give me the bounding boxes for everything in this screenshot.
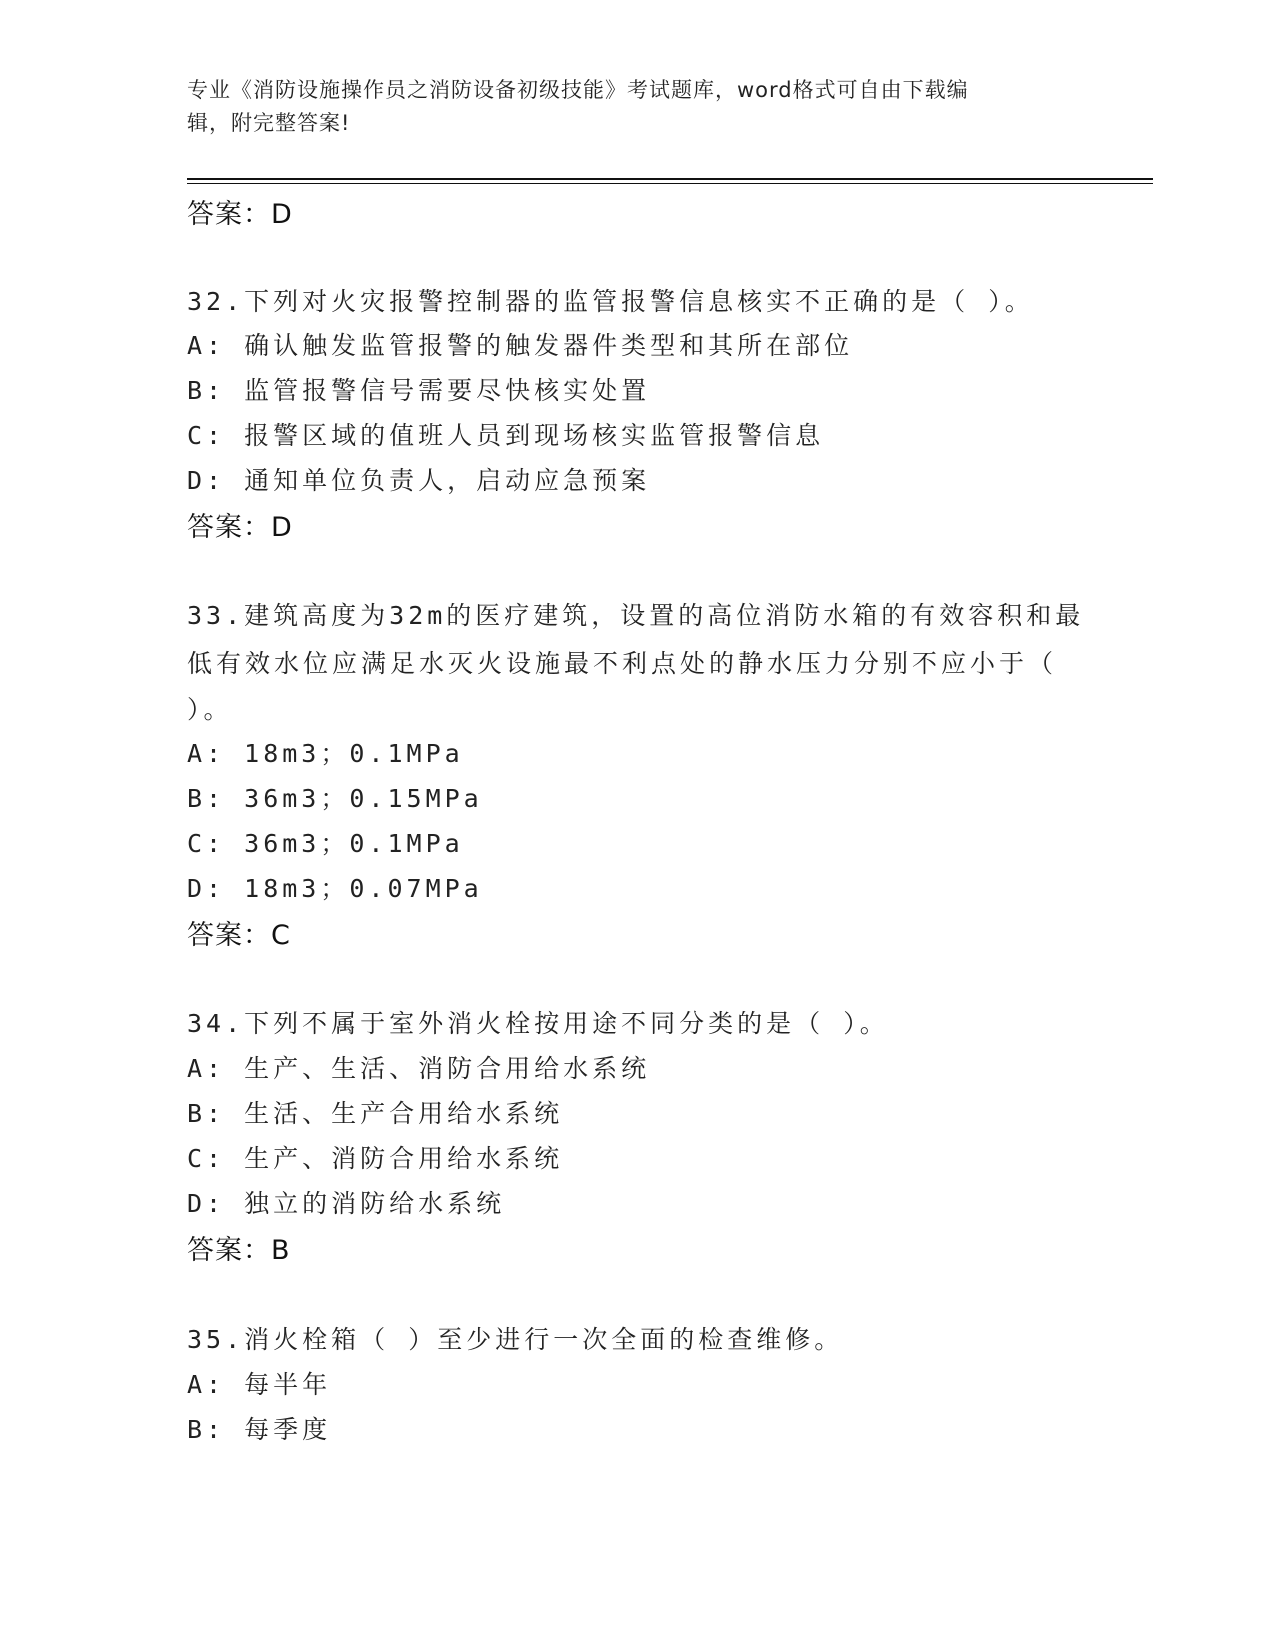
q33-question-line-1: 33.建筑高度为32m的医疗建筑，设置的高位消防水箱的有效容积和最	[187, 601, 1085, 630]
q34-option-b: B: 生活、生产合用给水系统	[187, 1099, 564, 1128]
q32-option-d: D: 通知单位负责人，启动应急预案	[187, 466, 651, 495]
q33-option-b: B: 36m3；0.15MPa	[187, 784, 483, 813]
q32-option-c: C: 报警区域的值班人员到现场核实监管报警信息	[187, 421, 825, 450]
previous-answer: 答案：D	[187, 199, 293, 230]
header-rule-thin	[187, 183, 1153, 184]
q32-question: 32.下列对火灾报警控制器的监管报警信息核实不正确的是（ ）。	[187, 287, 1034, 316]
q35-option-b: B: 每季度	[187, 1415, 332, 1444]
q34-option-a: A: 生产、生活、消防合用给水系统	[187, 1054, 651, 1083]
q33-option-d: D: 18m3；0.07MPa	[187, 874, 483, 903]
q35-option-a: A: 每半年	[187, 1370, 332, 1399]
q33-answer: 答案：C	[187, 920, 291, 951]
q32-option-a: A: 确认触发监管报警的触发器件类型和其所在部位	[187, 331, 854, 360]
q32-answer: 答案：D	[187, 512, 293, 543]
q34-option-d: D: 独立的消防给水系统	[187, 1189, 506, 1218]
q32-option-b: B: 监管报警信号需要尽快核实处置	[187, 376, 651, 405]
q33-option-a: A: 18m3；0.1MPa	[187, 739, 464, 768]
header-rule-thick	[187, 178, 1153, 180]
header-line-2: 辑，附完整答案!	[187, 111, 351, 135]
header-line-1: 专业《消防设施操作员之消防设备初级技能》考试题库，word格式可自由下载编	[187, 78, 969, 102]
q34-answer: 答案：B	[187, 1235, 291, 1266]
q34-question: 34.下列不属于室外消火栓按用途不同分类的是（ ）。	[187, 1009, 889, 1038]
q34-option-c: C: 生产、消防合用给水系统	[187, 1144, 564, 1173]
q33-question-line-3: ）。	[187, 695, 233, 724]
q35-question: 35.消火栓箱（ ）至少进行一次全面的检查维修。	[187, 1325, 844, 1354]
page-header	[187, 74, 1067, 140]
q33-question-line-2: 低有效水位应满足水灭火设施最不利点处的静水压力分别不应小于（	[187, 649, 1058, 678]
q33-option-c: C: 36m3；0.1MPa	[187, 829, 464, 858]
